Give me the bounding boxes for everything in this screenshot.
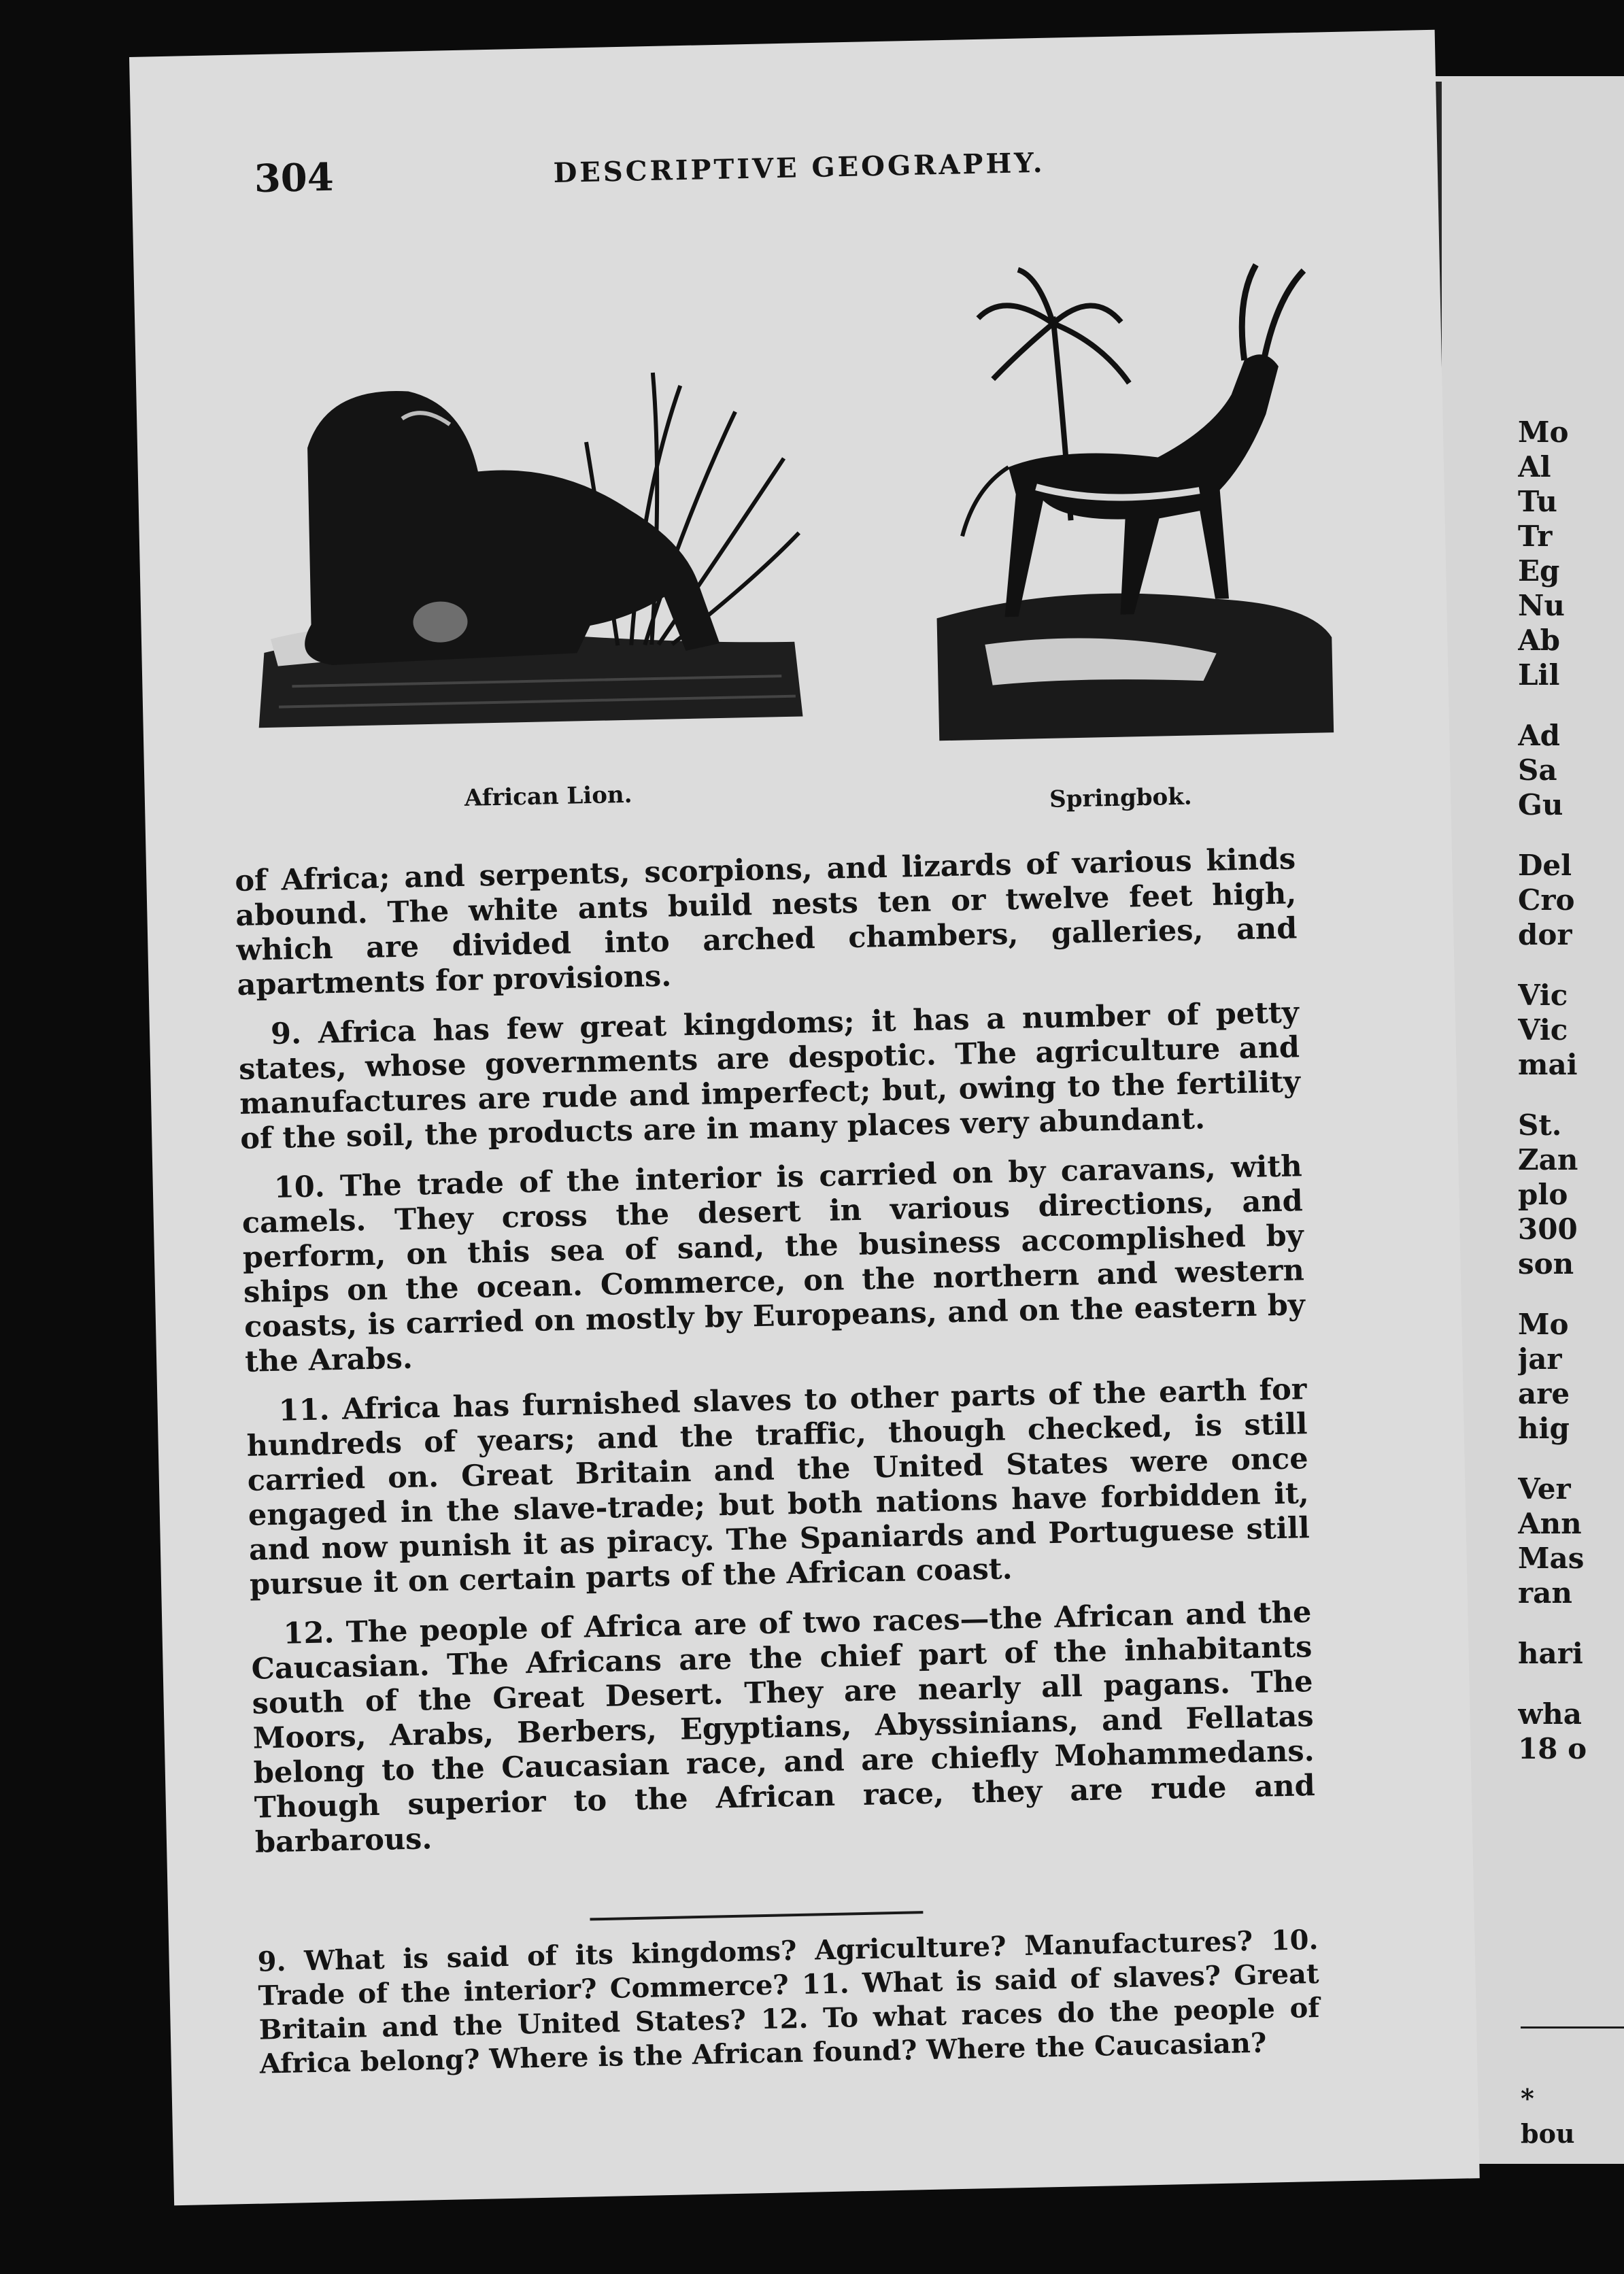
facing-line: hig xyxy=(1518,1412,1570,1445)
facing-line: Ab xyxy=(1518,624,1560,657)
facing-line: Nu xyxy=(1518,589,1565,622)
facing-line: Mo xyxy=(1518,1308,1569,1341)
facing-line: are xyxy=(1518,1377,1570,1410)
facing-line: Del xyxy=(1518,849,1572,882)
facing-line: Tr xyxy=(1518,520,1553,553)
facing-line: 18 o xyxy=(1518,1732,1587,1765)
review-questions: 9. What is said of its kingdoms? Agriculture? Manufactures? 10. Trade of the interior? Commerce? 11. What is said of slaves? Great Britain and the United States? 12. To what races do the people of Africa belong? Where is the African found? Where the Caucasian? xyxy=(257,1923,1320,2080)
facing-line: Lil xyxy=(1518,658,1560,692)
page-number: 304 xyxy=(254,154,335,202)
paragraph-continuation: of Africa; and serpents, scorpions, and lizards of various kinds abound. The white ants build nests ten or twelve feet high, which are divided into arched chambers, galleries, and apartments for provisions. xyxy=(234,842,1298,1002)
section-divider xyxy=(590,1911,923,1920)
facing-line: Eg xyxy=(1518,554,1560,588)
facing-line: ran xyxy=(1518,1576,1572,1610)
facing-line: Ver xyxy=(1518,1472,1571,1506)
facing-line: Vic xyxy=(1518,979,1568,1012)
paragraph-12: 12. The people of Africa are of two races—the African and the Caucasian. The Africans are the chief part of the inhabitants south of the Great Desert. They are nearly all pagans. The Moors, Arabs, Berbers, Egyptians, Abyssinians, and Fellatas belong to the Caucasian race, and are chiefly Mohammedans. Though superior to the African race, they are rude and barbarous. xyxy=(251,1595,1316,1860)
facing-page-text xyxy=(1518,415,1624,1766)
facing-footnote-rule xyxy=(1521,2026,1624,2029)
paragraph-11: 11. Africa has furnished slaves to other parts of the earth for hundreds of years; and the traffic, though checked, is still carried on. Great Britain and the United States were once engaged in the slave-trade; but both nations have forbidden it, and now punish it as piracy. The Spaniards and Portuguese still pursue it on certain parts of the African coast. xyxy=(246,1372,1310,1602)
running-head: DESCRIPTIVE GEOGRAPHY. xyxy=(553,146,1046,189)
springbok-caption: Springbok. xyxy=(1049,783,1193,813)
facing-line: Gu xyxy=(1518,788,1563,821)
facing-line: Vic xyxy=(1518,1013,1568,1047)
facing-line: Ad xyxy=(1518,719,1560,752)
facing-line: mai xyxy=(1518,1048,1578,1081)
footnote-mark: * xyxy=(1521,2083,1534,2114)
body-text xyxy=(235,842,1317,1875)
facing-line: hari xyxy=(1518,1637,1583,1670)
african-lion-illustration xyxy=(245,356,810,734)
facing-line: 300 xyxy=(1518,1212,1578,1246)
facing-line: Mas xyxy=(1518,1542,1585,1575)
facing-footnote xyxy=(1521,2081,1575,2152)
springbok-illustration xyxy=(923,256,1341,754)
facing-line: wha xyxy=(1518,1697,1582,1731)
book-page xyxy=(129,30,1480,2206)
facing-line: plo xyxy=(1518,1178,1568,1211)
facing-line: son xyxy=(1518,1247,1574,1280)
facing-line: jar xyxy=(1518,1342,1562,1376)
facing-line: Ann xyxy=(1518,1507,1582,1540)
footnote-text: bou xyxy=(1521,2118,1575,2149)
paragraph-9: 9. Africa has few great kingdoms; it has a number of petty states, whose governments are despotic. The agriculture and manufactures are rude and imperfect; but, owing to the fertility of the soil, the products are in many places very abundant. xyxy=(238,996,1301,1156)
facing-line: St. xyxy=(1518,1108,1562,1142)
facing-line: Sa xyxy=(1518,753,1557,787)
facing-line: Mo xyxy=(1518,415,1569,449)
facing-line: Zan xyxy=(1518,1143,1578,1176)
paragraph-10: 10. The trade of the interior is carried on by caravans, with camels. They cross the desert in various directions, and perform, on this sea of sand, the business accomplished by ships on the ocean. Commerce, on the northern and western coasts, is carried on mostly by Europeans, and on the eastern by the Arabs. xyxy=(241,1149,1306,1379)
facing-line: dor xyxy=(1518,918,1572,951)
facing-line: Cro xyxy=(1518,883,1575,917)
facing-line: Tu xyxy=(1518,485,1557,518)
lion-caption: African Lion. xyxy=(464,781,632,812)
facing-line: Al xyxy=(1518,450,1551,483)
